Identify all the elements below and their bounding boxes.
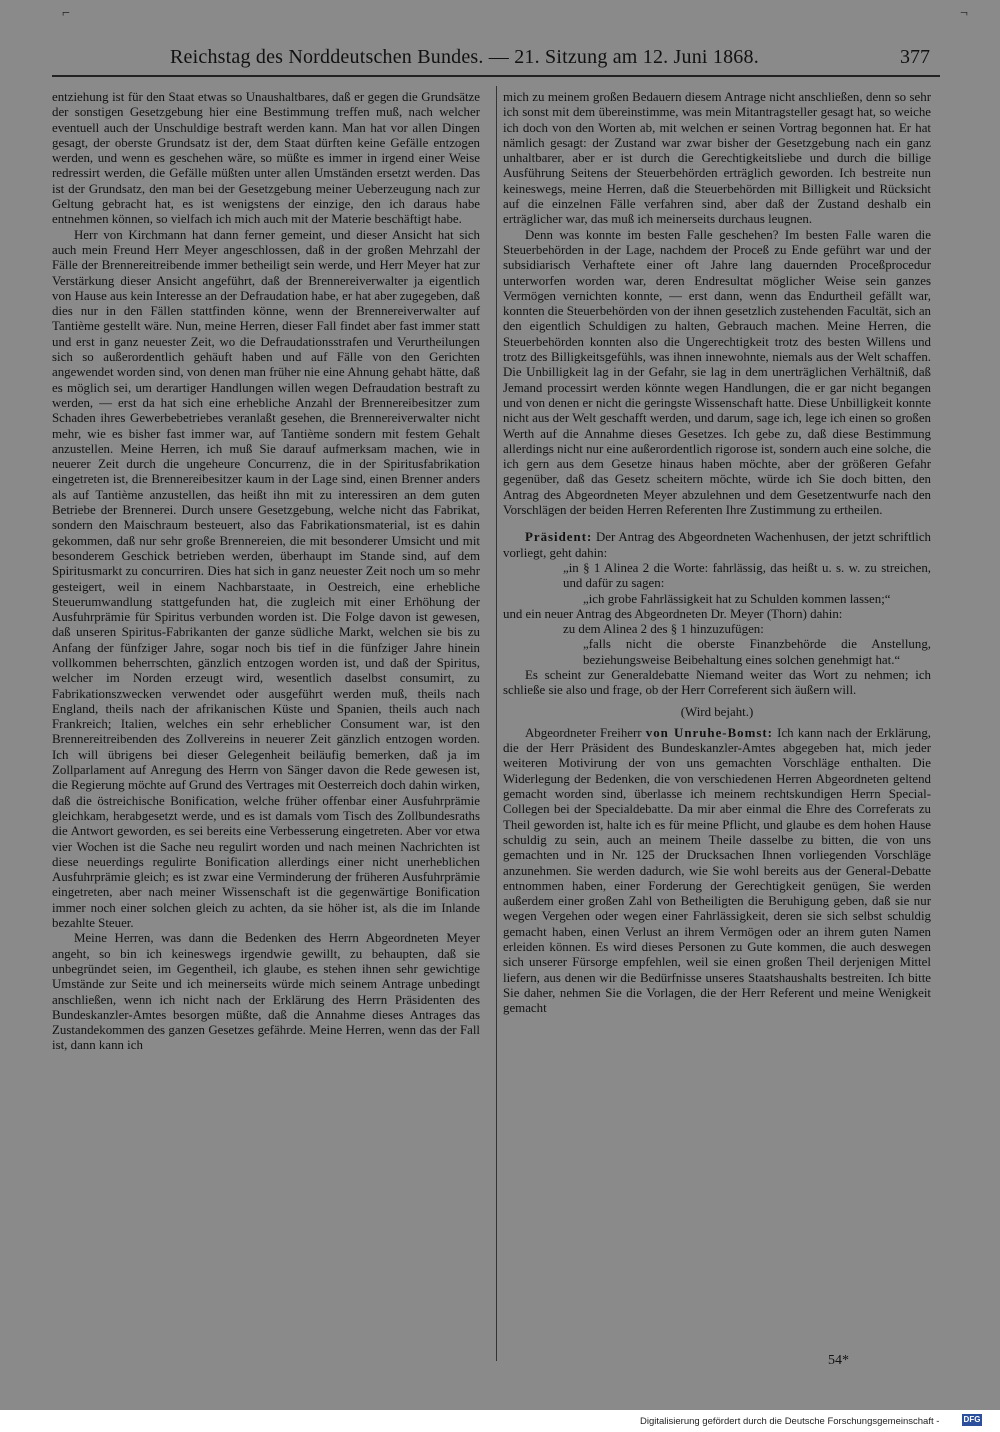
paragraph: Denn was konnte im besten Falle geschehen? Im besten Falle waren die Steuerbehörden in der Lage, nachdem der Proceß zu Ende geführt war und der subsidiarisch Verhaftete einer oft Jahre lang dauernden Proceßprocedur unterworfen worden war, deren Endresultat möglicher Weise sein ganzes Vermögen vernichten konnte, — erst dann, wenn das Endurtheil gefällt war, konnten die Steuerbehörden von der ihnen gesetzlich zustehenden Facultät, sich an den eigentlich Schuldigen zu halten, Gebrauch machen. Meine Herren, die Steuerbehörden konnten also die Ungerechtigkeit trotz des besten Willens und trotz des Billigkeitsgefühls, was ihnen innewohnte, niemals aus der Welt schaffen. Die Unbilligkeit lag in der Gefahr, sie lag in dem unerträglichen Verhältniß, daß Jemand processirt werden könnte wegen Handlungen, die er gar nicht begangen und von denen er nicht die geringste Wissenschaft hatte. Diese Unbilligkeit konnte nicht aus der Welt geschafft werden, und darum, sage ich, lege ich einen so großen Werth auf die Annahme dieses Gesetzes. Ich gebe zu, daß diese Bestimmung allerdings nicht nur eine außerordentlich rigorose ist, sondern auch eine solche, die ich gern aus dem Gesetze hinaus haben möchte, aber der größeren Gefahr gegenüber, daß das Gesetz scheitern möchte, würde ich Sie doch bitten, den Antrag des Abgeordneten Meyer abzulehnen und dem Gesetzentwurfe nach den Vorschlägen der beiden Herren Referenten Ihre Zustimmung zu ertheilen. [503,227,931,518]
speaker-statement [503,726,931,1017]
spacer [503,518,931,530]
page-number: 377 [900,46,930,68]
crop-mark-left: ⌐ [62,6,70,21]
motion-quote: „ich grobe Fahrlässigkeit hat zu Schulden kommen lassen;“ [583,591,891,606]
funding-note: Digitalisierung gefördert durch die Deutsche Forschungsgemeinschaft - [640,1416,940,1427]
paragraph: Herr von Kirchmann hat dann ferner gemeint, und dieser Ansicht hat sich auch mein Freund Herr Meyer angeschlossen, daß in der großen Mehrzahl der Fälle der Brennereitreibende immer betheiligt sein werde, und Herr Meyer hat zur Verstärkung dieser Ansicht angeführt, daß der Brennereiverwalter ja eigentlich von Hause aus kein Interesse an der Defraudation habe, er hat aber zugegeben, daß dies nur in den Fällen stattfinden könne, wenn der Brennereiverwalter auf Tantième gestellt wäre. Nun, meine Herren, dieser Fall findet aber fast immer statt und erst in ganz neuester Zeit, wo die Defraudationsstrafen und Verurtheilungen sich so außerordentlich gehäuft haben und auf Fälle von den Gerichten angewendet worden sind, von denen man früher nie eine Ahnung gehabt hätte, daß es möglich sei, um derartiger Handlungen willen wegen Defraudation bestraft zu werden, — erst da hat sich eine erhebliche Anzahl der Brennereibesitzer zum Schaden ihres Gewerbebetriebes veranlaßt gesehen, die Brennereiverwalter nicht mehr, wie es bisher fast immer war, auf Tantième sondern mit festem Gehalt anzustellen. Meine Herren, ich muß Sie darauf aufmerksam machen, wie in neuerer Zeit durch die ungeheure Concurrenz, die in der Spiritusfabrikation eingetreten ist, die Brennereibesitzer kaum in der Lage sind, einen Brenner anders als auf Tantième anzustellen, das heißt ihn mit zu interessiren an dem guten Betriebe der Brennerei. Durch unsere Gesetzgebung, welche nicht das Fabrikat, sondern den Maischraum besteuert, also das Fabrikationsmaterial, ist es dahin gekommen, daß nur sehr große Brennereien, die mit besonderer Umsicht und mit besonderem Geschick betrieben werden, überhaupt im Stande sind, auf dem Spiritusmarkt zu concurriren. Dies hat sich in ganz neuester Zeit noch um so mehr gesteigert, weil in einem Nachbarstaate, in Oestreich, eine erhebliche Steuerumwandlung stattgefunden hat, die zugleich mit einer Erhöhung der Ausfuhrprämie für Spiritus verbunden worden ist. Die Folge davon ist gewesen, daß unseren Spiritus-Fabrikanten der ganze südliche Markt, welchen sie bis zu Anfang der fünfziger Jahre, sogar noch bis tief in die fünfziger Jahre hinein vollkommen beherrschten, gänzlich entzogen worden ist, und daß der Spiritus, welcher im Norden erzeugt wird, wesentlich daselbst consumirt, zu Fabrikationszwecken verwendet oder ausgeführt werden muß, theils nach England, theils nach der afrikanischen Küste und Spanien, theils auch nach Frankreich; Italien, welches ein sehr erheblicher Consument war, ist den Brennereitreibenden des Zollvereins in neuerer Zeit gänzlich entzogen worden. Ich will übrigens bei dieser Gelegenheit beiläufig bemerken, daß ja im Zollparlament auf Anregung des Herrn von Sänger davon die Rede gewesen ist, die Regierung möchte auf Grund des Vertrages mit Oesterreich doch dahin wirken, daß die östreichische Bonification, welche früher offenbar einer Ausfuhrprämie gleichkam, herabgesetzt werde, und es ist damals vom Tisch des Zollbundesraths die Antwort geworden, es sei bereits eine Verbesserung eingetreten. Aber vor etwa vier Wochen ist die Sache neu regulirt worden und nach meinen Nachrichten ist diese neuerdings regulirte Bonification allerdings einer nicht unerheblichen Ausfuhrprämie gleich; es ist zwar eine Verminderung der früheren Ausfuhrprämie eingetreten, aber nach meiner Wissenschaft ist die gegenwärtige Bonification immer noch einer solchen gleich zu achten, da sie höher ist, als die im Inlande bezahlte Steuer. [52,227,480,931]
paragraph: entziehung ist für den Staat etwas so Unaushaltbares, daß er gegen die Grundsätze der sonstigen Gesetzgebung hier eine Bestimmung treffen muß, nach welcher eventuell auch der Unschuldige bestraft werden kann. Man hat vor allen Dingen gesagt, der oberste Grundsatz ist der, dem Staat dürften keine Gefälle entzogen werden, und wenn es geschehen wäre, so müßte es immer in irgend einer Weise redressirt werden, die Gefälle müßten unter allen Umständen ersetzt werden. Das ist der Grundsatz, den man bei der Gesetzgebung meiner Ueberzeugung nach zur Geltung gebracht hat, es ist wenigstens der einzige, den ich daraus habe entnehmen können, so vielfach ich mich auch mit der Materie beschäftigt habe. [52,90,480,227]
left-column [52,90,480,1054]
paragraph: Es scheint zur Generaldebatte Niemand weiter das Wort zu nehmen; ich schließe sie also und frage, ob der Herr Correferent sich äußern will. [503,667,931,698]
signature-mark: 54* [828,1353,849,1368]
crop-mark-right: ¬ [960,6,968,21]
speech-text: Ich kann nach der Erklärung, die der Herr Präsident des Bundeskanzler-Amtes abgegeben hat, mich jeder weiteren Motivirung der von uns gemachten Vorschläge enthalten. Die Widerlegung der Bedenken, die von verschiedenen Herren Abgeordneten geltend gemacht worden sind, überlasse ich meinem rechtskundigen Herrn Special-Collegen bei der Specialdebatte. Da mir aber einmal die Ehre des Correferats zu Theil geworden ist, halte ich es für meine Pflicht, und glaube es dem hohen Hause schuldig zu sein, auch an meinem Theile dasselbe zu bitten, die von uns gemachten und in Nr. 125 der Drucksachen Ihnen vorliegenden Vorschläge anzunehmen. Sie werden dadurch, wie Sie wohl bereits aus der General-Debatte entnommen haben, einer Forderung der Gerechtigkeit genügen, Sie werden außerdem einer großen Zahl von Betheiligten die Beruhigung geben, daß sie nur wegen Vergehen oder wegen einer Fahrlässigkeit, deren sie sich selbst schuldig gemacht haben, einen Verlust an ihrem Vermögen oder an ihrem guten Namen erleiden können. Es wird dieses Personen zu Gute kommen, die auch deswegen sich unserer Fürsorge empfehlen, weil sie einen großen Theil derjenigen Mittel liefern, aus denen wir die Bedürfnisse unseres Staatshaushalts bestreiten. Ich bitte Sie daher, nehmen Sie die Vorlagen, die der Herr Referent und meine Wenigkeit gemacht [503,725,932,1016]
column-divider [496,86,497,1361]
speaker-label: von Unruhe-Bomst: [645,725,773,740]
motion-quote: „in § 1 Alinea 2 die Worte: fahrlässig, das heißt u. s. w. zu streichen, und dafür zu sagen: [563,560,931,591]
right-column [503,90,931,1017]
dfg-logo: DFG [963,1415,981,1424]
paragraph: Meine Herren, was dann die Bedenken des Herrn Abgeordneten Meyer angeht, so bin ich keineswegs irgendwie gewillt, zu behaupten, daß sie unbegründet seien, im Gegentheil, ich glaube, es stehen ihnen sehr gewichtige Umstände zur Seite und ich meinerseits würde mich seinem Antrage unbedingt anschließen, wenn ich nicht nach der Erklärung des Herrn Präsidenten des Bundeskanzler-Amtes besorgen müßte, daß die Annahme dieses Antrages das Zustandekommen des ganzen Gesetzes gefährde. Meine Herren, wenn das der Fall ist, dann kann ich [52,931,480,1053]
speaker-label: Präsident: [525,530,593,545]
speech-text: Der Antrag des Abgeordneten Wachenhusen, der jetzt schriftlich vorliegt, geht dahin: [503,530,931,560]
paragraph: mich zu meinem großen Bedauern diesem Antrage nicht anschließen, denn so sehr ich sonst mit dem übereinstimme, was mein Mitantragsteller gesagt hat, so weiche ich doch von den Worten ab, mit welchen er seinen Vortrag begonnen hat. Er hat nämlich gesagt: der Zustand war zwar bisher der Gesetzgebung nach ein ganz unhaltbarer, aber er ist durch die Gerechtigkeitsliebe und durch die billige Ausführung Seitens der Steuerbehörden erträglich geworden. Ich bestreite nun keineswegs, meine Herren, daß die Steuerbehörden mit Billigkeit und Rücksicht auf die einzelnen Fälle verfahren sind, aber daß der Zustand deshalb ein erträglicher war, das muß ich meinerseits durchaus leugnen. [503,90,931,227]
motion-quote: „falls nicht die oberste Finanzbehörde die Anstellung, beziehungsweise Beibehaltung eines solchen genehmigt hat.“ [583,637,931,667]
stage-direction: (Wird bejaht.) [680,704,754,719]
president-statement [503,530,931,561]
header-rule [52,75,940,77]
speaker-title: Abgeordneter Freiherr [525,725,642,740]
motion-quote: zu dem Alinea 2 des § 1 hinzuzufügen: [563,622,764,637]
running-head: Reichstag des Norddeutschen Bundes. — 21. Sitzung am 12. Juni 1868. [170,46,759,68]
paragraph: und ein neuer Antrag des Abgeordneten Dr. Meyer (Thorn) dahin: [503,606,843,621]
